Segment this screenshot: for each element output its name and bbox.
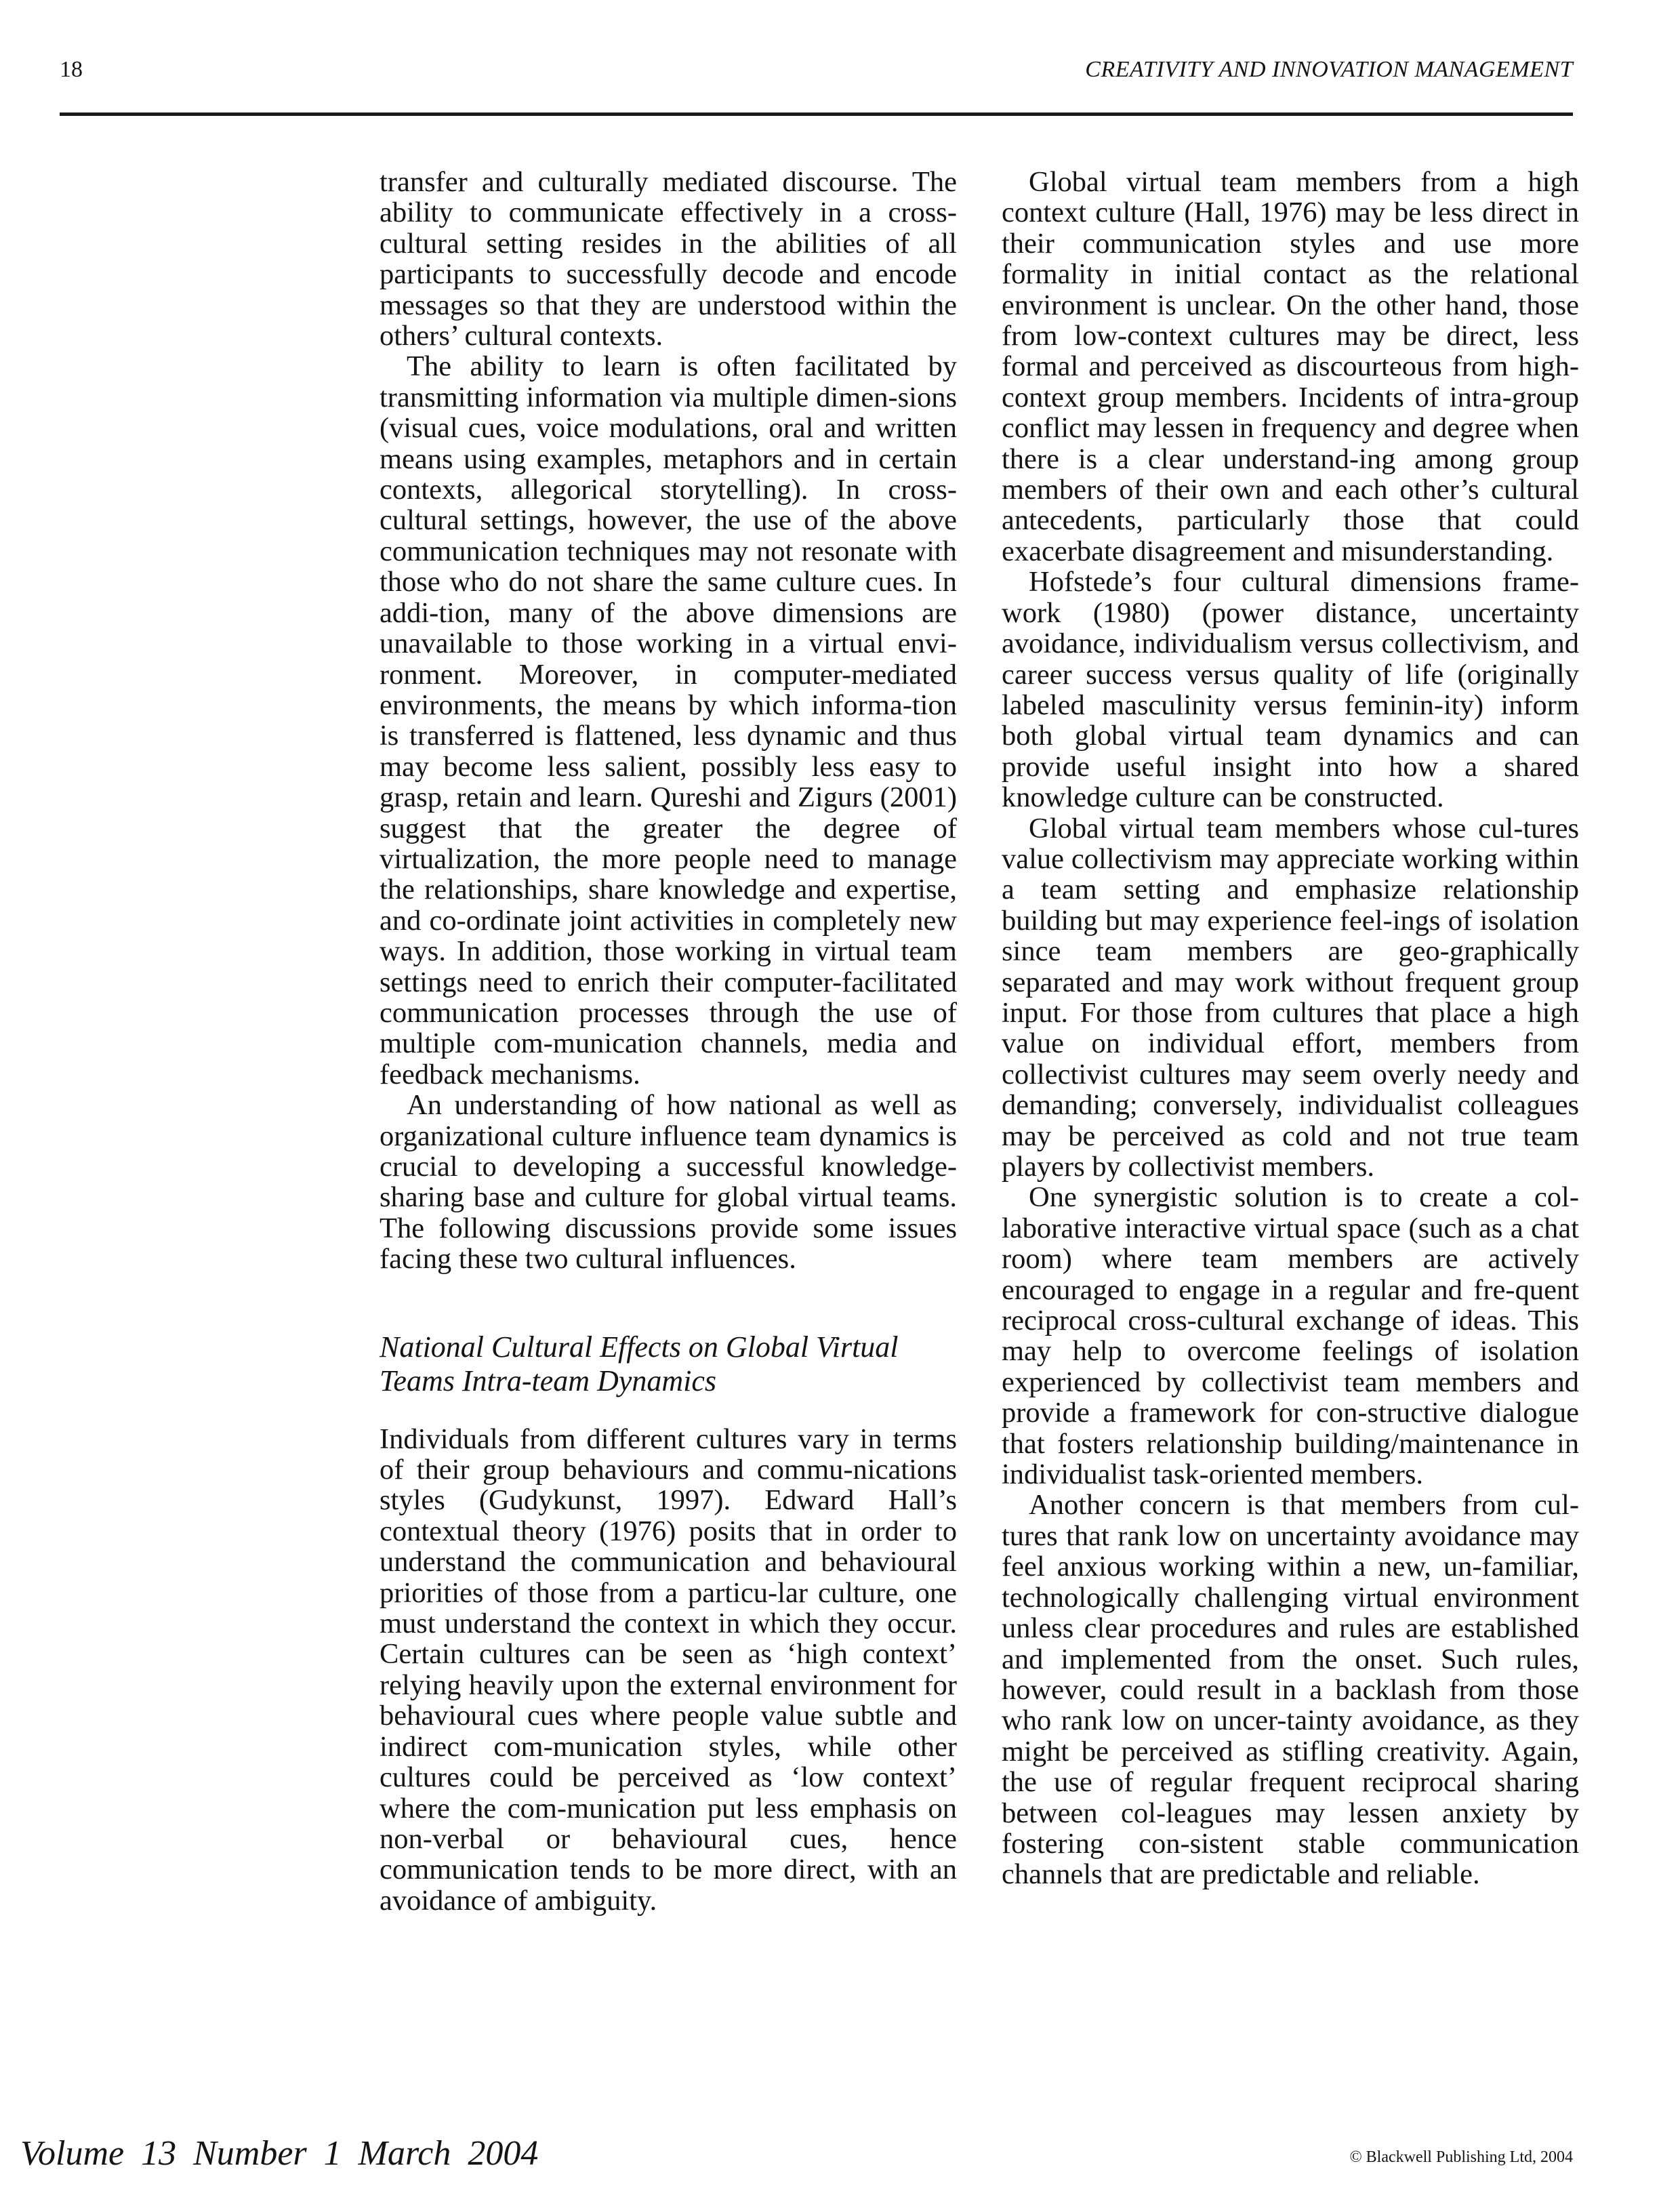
- paragraph: One synergistic solution is to create a col-laborative interactive virtual space (such as a chat room) where team members are actively encouraged to engage in a regular and fre-quent reciprocal cross-cultural exchange of ideas. This may help to overcome feelings of isolation experienced by collectivist team members and provide a framework for con-structive dialogue that fosters relationship building/maintenance in individualist task-oriented members.: [1002, 1181, 1579, 1491]
- footer-copyright: © Blackwell Publishing Ltd, 2004: [1349, 2148, 1573, 2166]
- right-column: [1002, 167, 1579, 1890]
- paragraph: The ability to learn is often facilitated by transmitting information via multiple dimen-sions (visual cues, voice modulations, oral and written means using examples, metaphors and in certain contexts, allegorical storytelling). In cross-cultural settings, however, the use of the above communication techniques may not resonate with those who do not share the same culture cues. In addi-tion, many of the above dimensions are unavailable to those working in a virtual envi-ronment. Moreover, in computer-mediated environments, the means by which informa-tion is transferred is flattened, less dynamic and thus may become less salient, possibly less easy to grasp, retain and learn. Qureshi and Zigurs (2001) suggest that the greater the degree of virtualization, the more people need to manage the relationships, share knowledge and expertise, and co-ordinate joint activities in completely new ways. In addition, those working in virtual team settings need to enrich their computer-facilitated communication processes through the use of multiple com-munication channels, media and feedback mechanisms.: [380, 350, 957, 1090]
- paragraph: Another concern is that members from cul-tures that rank low on uncertainty avoidance may feel anxious working within a new, un-familiar, technologically challenging virtual environment unless clear procedures and rules are established and implemented from the onset. Such rules, however, could result in a backlash from those who rank low on uncer-tainty avoidance, as they might be perceived as stifling creativity. Again, the use of regular frequent reciprocal sharing between col-leagues may lessen anxiety by fostering con-sistent stable communication channels that are predictable and reliable.: [1002, 1489, 1579, 1891]
- paragraph: Global virtual team members whose cul-tures value collectivism may appreciate working within a team setting and emphasize relationship building but may experience feel-ings of isolation since team members are geo-graphically separated and may work without frequent group input. For those from cultures that place a high value on individual effort, members from collectivist cultures may seem overly needy and demanding; conversely, individualist colleagues may be perceived as cold and not true team players by collectivist members.: [1002, 812, 1579, 1183]
- paragraph: transfer and culturally mediated discourse. The ability to communicate effectively in a cross-cultural setting resides in the abilities of all participants to successfully decode and encode messages so that they are understood within the others’ cultural contexts.: [380, 166, 957, 352]
- paragraph: Hofstede’s four cultural dimensions frame-work (1980) (power distance, uncertainty avoidance, individualism versus collectivism, and career success versus quality of life (originally labeled masculinity versus feminin-ity) inform both global virtual team dynamics and can provide useful insight into how a shared knowledge culture can be constructed.: [1002, 566, 1579, 814]
- footer-issue-info: Volume 13 Number 1 March 2004: [20, 2134, 539, 2173]
- paragraph: Global virtual team members from a high context culture (Hall, 1976) may be less direct in their communication styles and use more formality in initial contact as the relational environment is unclear. On the other hand, those from low-context cultures may be direct, less formal and perceived as discourteous from high-context group members. Incidents of intra-group conflict may lessen in frequency and degree when there is a clear understand-ing among group members of their own and each other’s cultural antecedents, particularly those that could exacerbate disagreement and misunderstanding.: [1002, 166, 1579, 567]
- paragraph: Individuals from different cultures vary in terms of their group behaviours and commu-nications styles (Gudykunst, 1997). Edward Hall’s contextual theory (1976) posits that in order to understand the communication and behavioural priorities of those from a particu-lar culture, one must understand the context in which they occur. Certain cultures can be seen as ‘high context’ relying heavily upon the external environment for behavioural cues where people value subtle and indirect com-munication styles, while other cultures could be perceived as ‘low context’ where the com-munication put less emphasis on non-verbal or behavioural cues, hence communication tends to be more direct, with an avoidance of ambiguity.: [380, 1423, 957, 1917]
- running-journal-title: CREATIVITY AND INNOVATION MANAGEMENT: [1085, 57, 1573, 82]
- paragraph: An understanding of how national as well as organizational culture influence team dynamics is crucial to developing a successful knowledge-sharing base and culture for global virtual teams. The following discussions provide some issues facing these two cultural influences.: [380, 1089, 957, 1275]
- left-column: [380, 167, 957, 1916]
- header-rule: [60, 113, 1573, 116]
- page-number: 18: [60, 57, 83, 82]
- section-heading: National Cultural Effects on Global Virtual Teams Intra-team Dynamics: [380, 1330, 899, 1397]
